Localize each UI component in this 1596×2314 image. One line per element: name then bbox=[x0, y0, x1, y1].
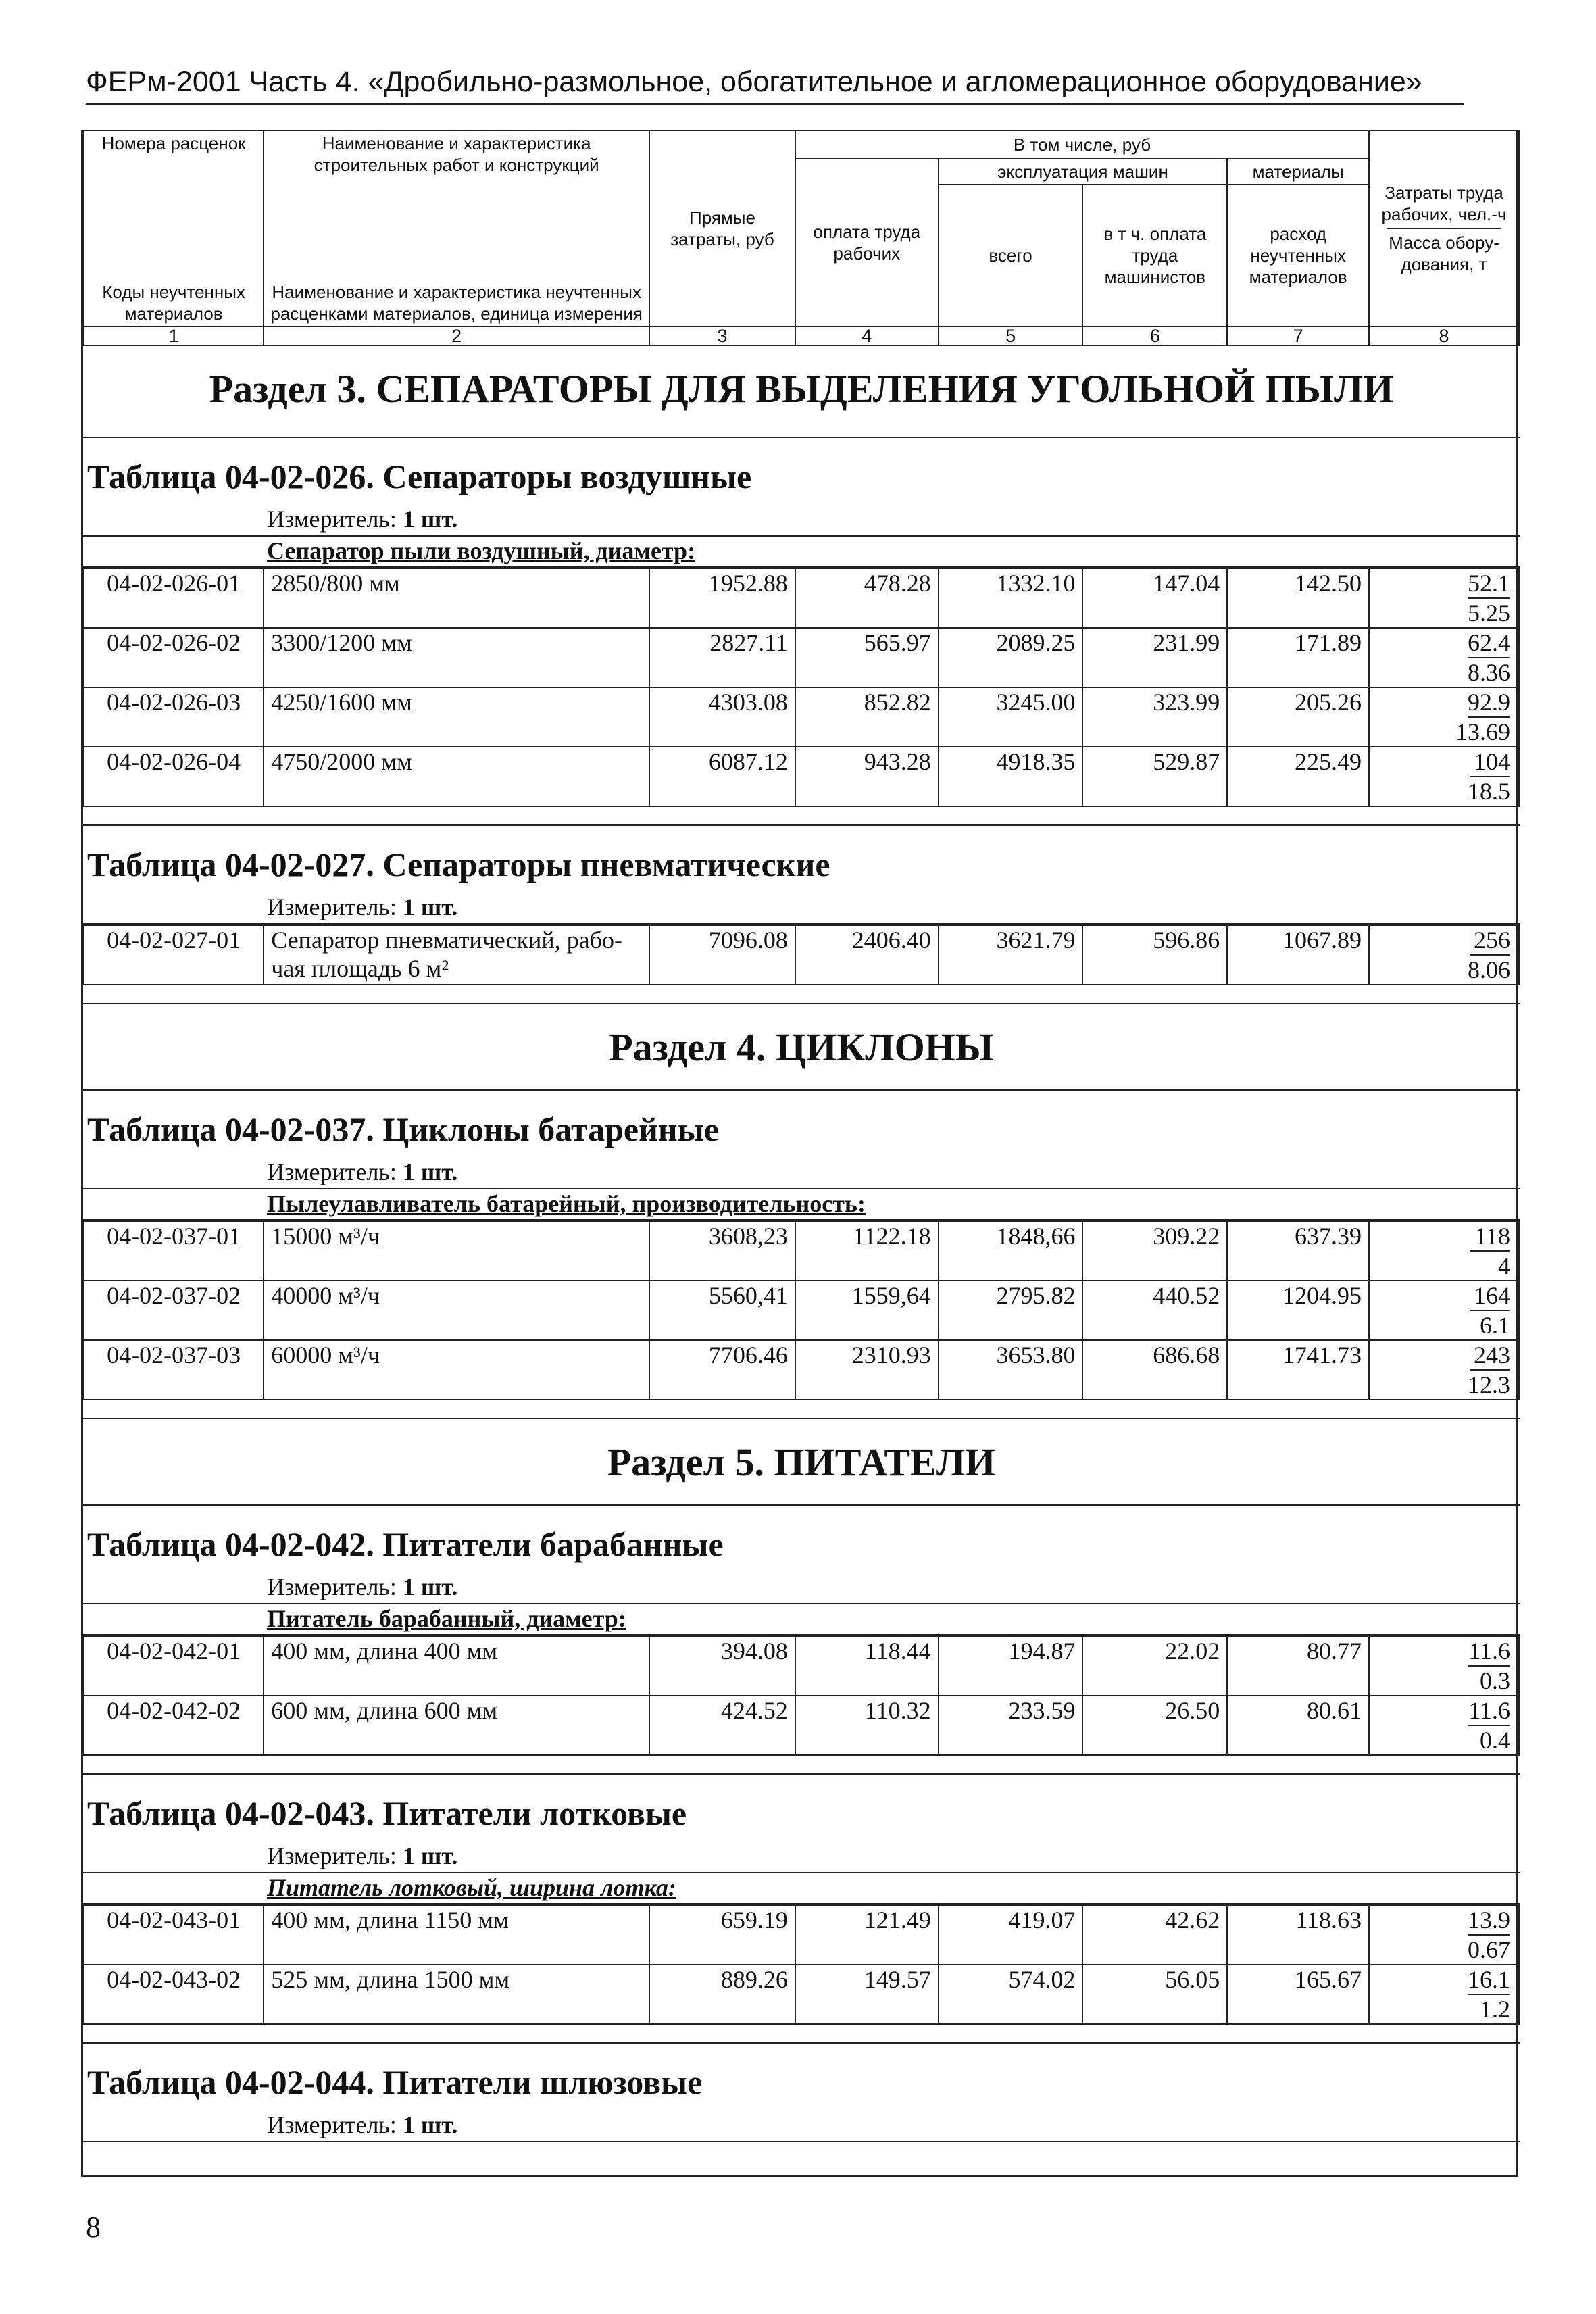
rates-table bbox=[83, 1904, 1520, 2025]
rates-table bbox=[83, 925, 1520, 985]
page-header: ФЕРм-2001 Часть 4. «Дробильно-размольное, обогатительное и агломерационное оборудование» bbox=[86, 65, 1464, 105]
work-name: 600 мм, длина 600 мм bbox=[264, 1696, 649, 1755]
operators-pay: 26.50 bbox=[1082, 1696, 1227, 1755]
work-name: 40000 м³/ч bbox=[264, 1281, 649, 1340]
worker-pay: 2310.93 bbox=[795, 1340, 939, 1400]
worker-pay: 478.28 bbox=[795, 568, 939, 628]
operators-pay: 147.04 bbox=[1082, 568, 1227, 628]
direct-costs: 5560,41 bbox=[649, 1281, 795, 1340]
table-row bbox=[84, 1696, 1519, 1755]
labor-hours-value: 13.9 bbox=[1468, 1906, 1510, 1936]
direct-costs: 4303.08 bbox=[649, 687, 795, 747]
work-name-line: чая площадь 6 м² bbox=[271, 955, 449, 982]
direct-costs: 1952.88 bbox=[649, 568, 795, 628]
worker-pay: 1122.18 bbox=[795, 1221, 939, 1281]
labor-hours-value: 256 bbox=[1470, 926, 1510, 956]
worker-pay: 1559,64 bbox=[795, 1281, 939, 1340]
header-operators-pay: в т ч. оплата труда машинистов bbox=[1082, 184, 1227, 326]
worker-pay: 943.28 bbox=[795, 747, 939, 806]
machines-total: 3245.00 bbox=[939, 687, 1083, 747]
table-body bbox=[83, 341, 1520, 2142]
labor-mass-fraction bbox=[1369, 687, 1519, 747]
work-name: 60000 м³/ч bbox=[264, 1340, 649, 1400]
rate-sheet bbox=[81, 130, 1518, 2177]
worker-pay: 565.97 bbox=[795, 628, 939, 687]
worker-pay: 121.49 bbox=[795, 1905, 939, 1965]
labor-hours-value: 52.1 bbox=[1468, 569, 1510, 599]
equipment-mass-value: 8.36 bbox=[1468, 659, 1510, 686]
equipment-mass-value: 18.5 bbox=[1468, 778, 1510, 805]
materials-cost: 1204.95 bbox=[1227, 1281, 1369, 1340]
materials-cost: 225.49 bbox=[1227, 747, 1369, 806]
table-spacer bbox=[83, 985, 1520, 1004]
table-spacer bbox=[83, 807, 1520, 826]
header-material-codes: Коды неучтенных материалов bbox=[84, 184, 264, 326]
operators-pay: 323.99 bbox=[1082, 687, 1227, 747]
table-title: Таблица 04-02-042. Питатели барабанные bbox=[87, 1525, 724, 1563]
labor-hours-value: 11.6 bbox=[1468, 1696, 1510, 1726]
equipment-mass-value: 12.3 bbox=[1468, 1371, 1510, 1398]
worker-pay: 118.44 bbox=[795, 1636, 939, 1696]
header-labor-hours: Затраты труда рабочих, чел.-ч bbox=[1381, 182, 1507, 224]
unit-meter bbox=[83, 2109, 1520, 2142]
machines-total: 233.59 bbox=[939, 1696, 1083, 1755]
rates-table bbox=[83, 1635, 1520, 1756]
labor-mass-fraction bbox=[1369, 1281, 1519, 1340]
header-including: В том числе, руб bbox=[795, 130, 1369, 159]
column-header-table bbox=[83, 130, 1520, 346]
unit-meter-label: Измеритель: bbox=[267, 2111, 397, 2138]
machines-total: 1332.10 bbox=[939, 568, 1083, 628]
operators-pay: 529.87 bbox=[1082, 747, 1227, 806]
unit-meter-label: Измеритель: bbox=[267, 1842, 397, 1869]
materials-cost: 1067.89 bbox=[1227, 925, 1369, 985]
labor-mass-fraction bbox=[1369, 628, 1519, 687]
column-number: 4 bbox=[795, 326, 939, 345]
header-material-names: Наименование и характеристика неучтенных расценками материалов, единица измерения bbox=[264, 184, 649, 326]
rate-code: 04-02-043-02 bbox=[84, 1965, 264, 2024]
equipment-mass-value: 4 bbox=[1498, 1252, 1510, 1279]
labor-mass-fraction bbox=[1369, 1696, 1519, 1755]
table-spacer bbox=[83, 1756, 1520, 1775]
rate-code: 04-02-037-03 bbox=[84, 1340, 264, 1400]
section-title: Раздел 4. ЦИКЛОНЫ bbox=[83, 1004, 1520, 1091]
header-materials: материалы bbox=[1227, 159, 1369, 184]
table-spacer bbox=[83, 1400, 1520, 1419]
column-number: 5 bbox=[939, 326, 1083, 345]
unit-meter-label: Измеритель: bbox=[267, 1573, 397, 1600]
materials-cost: 118.63 bbox=[1227, 1905, 1369, 1965]
table-title: Таблица 04-02-044. Питатели шлюзовые bbox=[87, 2063, 703, 2101]
table-title: Таблица 04-02-043. Питатели лотковые bbox=[87, 1794, 687, 1832]
rate-code: 04-02-037-01 bbox=[84, 1221, 264, 1281]
unit-meter bbox=[83, 1156, 1520, 1189]
unit-meter-label: Измеритель: bbox=[267, 1158, 397, 1185]
labor-mass-fraction bbox=[1369, 1905, 1519, 1965]
section-title: Раздел 5. ПИТАТЕЛИ bbox=[83, 1419, 1520, 1506]
machines-total: 3653.80 bbox=[939, 1340, 1083, 1400]
labor-hours-value: 118 bbox=[1470, 1222, 1510, 1252]
header-rate-number: Номера расценок bbox=[84, 130, 264, 184]
direct-costs: 7706.46 bbox=[649, 1340, 795, 1400]
header-equipment-mass: Масса обору-дования, т bbox=[1389, 232, 1499, 274]
work-name: 525 мм, длина 1500 мм bbox=[264, 1965, 649, 2024]
rate-code: 04-02-042-02 bbox=[84, 1696, 264, 1755]
labor-hours-value: 243 bbox=[1470, 1341, 1510, 1371]
materials-cost: 80.77 bbox=[1227, 1636, 1369, 1696]
labor-mass-fraction bbox=[1369, 568, 1519, 628]
header-work-name: Наименование и характеристика строительных работ и конструкций bbox=[264, 130, 649, 184]
operators-pay: 22.02 bbox=[1082, 1636, 1227, 1696]
header-fraction-line bbox=[1387, 228, 1501, 229]
unit-meter-value: 1 шт. bbox=[402, 893, 458, 920]
rates-table bbox=[83, 1221, 1520, 1400]
column-number: 2 bbox=[264, 326, 649, 345]
table-row bbox=[84, 747, 1519, 806]
page-number: 8 bbox=[86, 2211, 101, 2244]
worker-pay: 149.57 bbox=[795, 1965, 939, 2024]
labor-mass-fraction bbox=[1369, 1965, 1519, 2024]
table-row bbox=[84, 568, 1519, 628]
work-name-line: Сепаратор пневматический, рабо- bbox=[271, 927, 622, 954]
work-name: 4750/2000 мм bbox=[264, 747, 649, 806]
rate-code: 04-02-027-01 bbox=[84, 925, 264, 985]
labor-mass-fraction bbox=[1369, 1340, 1519, 1400]
table-row bbox=[84, 1221, 1519, 1281]
rates-table bbox=[83, 568, 1520, 807]
equipment-mass-value: 8.06 bbox=[1468, 956, 1510, 983]
machines-total: 3621.79 bbox=[939, 925, 1083, 985]
direct-costs: 6087.12 bbox=[649, 747, 795, 806]
labor-hours-value: 16.1 bbox=[1468, 1965, 1510, 1995]
labor-mass-fraction bbox=[1369, 1221, 1519, 1281]
operators-pay: 42.62 bbox=[1082, 1905, 1227, 1965]
worker-pay: 852.82 bbox=[795, 687, 939, 747]
unit-meter bbox=[83, 503, 1520, 537]
direct-costs: 889.26 bbox=[649, 1965, 795, 2024]
labor-mass-fraction bbox=[1369, 747, 1519, 806]
labor-hours-value: 11.6 bbox=[1468, 1637, 1510, 1667]
header-labor-mass bbox=[1369, 130, 1519, 326]
table-spacer bbox=[83, 2025, 1520, 2044]
direct-costs: 394.08 bbox=[649, 1636, 795, 1696]
materials-cost: 165.67 bbox=[1227, 1965, 1369, 2024]
table-title: Таблица 04-02-037. Циклоны батарейные bbox=[87, 1110, 719, 1148]
unit-meter-label: Измеритель: bbox=[267, 893, 397, 920]
equipment-mass-value: 6.1 bbox=[1480, 1312, 1510, 1339]
direct-costs: 2827.11 bbox=[649, 628, 795, 687]
operators-pay: 309.22 bbox=[1082, 1221, 1227, 1281]
unit-meter-value: 1 шт. bbox=[402, 2111, 458, 2138]
materials-cost: 1741.73 bbox=[1227, 1340, 1369, 1400]
unit-meter bbox=[83, 1571, 1520, 1604]
header-direct-costs: Прямые затраты, руб bbox=[649, 130, 795, 326]
materials-cost: 171.89 bbox=[1227, 628, 1369, 687]
column-number: 8 bbox=[1369, 326, 1519, 345]
rate-code: 04-02-026-01 bbox=[84, 568, 264, 628]
header-material-use: расход неучтенных материалов bbox=[1227, 184, 1369, 326]
table-title: Таблица 04-02-026. Сепараторы воздушные bbox=[87, 458, 752, 495]
work-name: 400 мм, длина 1150 мм bbox=[264, 1905, 649, 1965]
unit-meter-value: 1 шт. bbox=[402, 506, 458, 533]
work-name: 3300/1200 мм bbox=[264, 628, 649, 687]
materials-cost: 80.61 bbox=[1227, 1696, 1369, 1755]
table-row bbox=[84, 628, 1519, 687]
operators-pay: 56.05 bbox=[1082, 1965, 1227, 2024]
labor-hours-value: 62.4 bbox=[1468, 629, 1510, 658]
equipment-mass-value: 0.67 bbox=[1468, 1936, 1510, 1963]
direct-costs: 424.52 bbox=[649, 1696, 795, 1755]
rate-code: 04-02-026-02 bbox=[84, 628, 264, 687]
materials-cost: 637.39 bbox=[1227, 1221, 1369, 1281]
materials-cost: 142.50 bbox=[1227, 568, 1369, 628]
equipment-mass-value: 0.3 bbox=[1480, 1667, 1510, 1694]
table-row bbox=[84, 1636, 1519, 1696]
rate-code: 04-02-043-01 bbox=[84, 1905, 264, 1965]
equipment-mass-value: 1.2 bbox=[1480, 1996, 1510, 2023]
unit-meter-value: 1 шт. bbox=[402, 1158, 458, 1185]
header-worker-pay: оплата труда рабочих bbox=[795, 159, 939, 326]
direct-costs: 659.19 bbox=[649, 1905, 795, 1965]
machines-total: 2795.82 bbox=[939, 1281, 1083, 1340]
labor-mass-fraction bbox=[1369, 925, 1519, 985]
table-row bbox=[84, 1965, 1519, 2024]
equipment-mass-value: 5.25 bbox=[1468, 599, 1510, 626]
machines-total: 1848,66 bbox=[939, 1221, 1083, 1281]
column-number: 3 bbox=[649, 326, 795, 345]
unit-meter bbox=[83, 1840, 1520, 1873]
column-number: 1 bbox=[84, 326, 264, 345]
labor-hours-value: 92.9 bbox=[1468, 688, 1510, 718]
unit-meter-value: 1 шт. bbox=[402, 1842, 458, 1869]
equipment-mass-value: 0.4 bbox=[1480, 1727, 1510, 1754]
rate-code: 04-02-026-03 bbox=[84, 687, 264, 747]
direct-costs: 3608,23 bbox=[649, 1221, 795, 1281]
labor-hours-value: 104 bbox=[1470, 747, 1510, 777]
column-number: 6 bbox=[1082, 326, 1227, 345]
machines-total: 574.02 bbox=[939, 1965, 1083, 2024]
machines-total: 419.07 bbox=[939, 1905, 1083, 1965]
group-heading: Питатель барабанный, диаметр: bbox=[83, 1604, 1520, 1635]
operators-pay: 686.68 bbox=[1082, 1340, 1227, 1400]
work-name bbox=[264, 925, 649, 985]
worker-pay: 2406.40 bbox=[795, 925, 939, 985]
work-name: 15000 м³/ч bbox=[264, 1221, 649, 1281]
operators-pay: 231.99 bbox=[1082, 628, 1227, 687]
table-row bbox=[84, 687, 1519, 747]
unit-meter-value: 1 шт. bbox=[402, 1573, 458, 1600]
rate-code: 04-02-037-02 bbox=[84, 1281, 264, 1340]
machines-total: 194.87 bbox=[939, 1636, 1083, 1696]
unit-meter bbox=[83, 891, 1520, 925]
labor-mass-fraction bbox=[1369, 1636, 1519, 1696]
table-title: Таблица 04-02-027. Сепараторы пневматические bbox=[87, 845, 830, 883]
group-heading: Пылеулавливатель батарейный, производительность: bbox=[83, 1189, 1520, 1221]
section-title: Раздел 3. СЕПАРАТОРЫ ДЛЯ ВЫДЕЛЕНИЯ УГОЛЬНОЙ ПЫЛИ bbox=[83, 341, 1520, 438]
worker-pay: 110.32 bbox=[795, 1696, 939, 1755]
equipment-mass-value: 13.69 bbox=[1455, 718, 1510, 745]
direct-costs: 7096.08 bbox=[649, 925, 795, 985]
operators-pay: 440.52 bbox=[1082, 1281, 1227, 1340]
materials-cost: 205.26 bbox=[1227, 687, 1369, 747]
rate-code: 04-02-042-01 bbox=[84, 1636, 264, 1696]
table-row bbox=[84, 1281, 1519, 1340]
header-machines-total: всего bbox=[939, 184, 1083, 326]
work-name: 400 мм, длина 400 мм bbox=[264, 1636, 649, 1696]
work-name: 2850/800 мм bbox=[264, 568, 649, 628]
labor-hours-value: 164 bbox=[1470, 1281, 1510, 1311]
unit-meter-label: Измеритель: bbox=[267, 506, 397, 533]
table-row bbox=[84, 925, 1519, 985]
table-row bbox=[84, 1905, 1519, 1965]
table-row bbox=[84, 1340, 1519, 1400]
group-heading: Питатель лотковый, ширина лотка: bbox=[83, 1873, 1520, 1904]
operators-pay: 596.86 bbox=[1082, 925, 1227, 985]
header-machines: эксплуатация машин bbox=[939, 159, 1228, 184]
machines-total: 4918.35 bbox=[939, 747, 1083, 806]
machines-total: 2089.25 bbox=[939, 628, 1083, 687]
rate-code: 04-02-026-04 bbox=[84, 747, 264, 806]
column-number: 7 bbox=[1227, 326, 1369, 345]
group-heading: Сепаратор пыли воздушный, диаметр: bbox=[83, 537, 1520, 568]
work-name: 4250/1600 мм bbox=[264, 687, 649, 747]
